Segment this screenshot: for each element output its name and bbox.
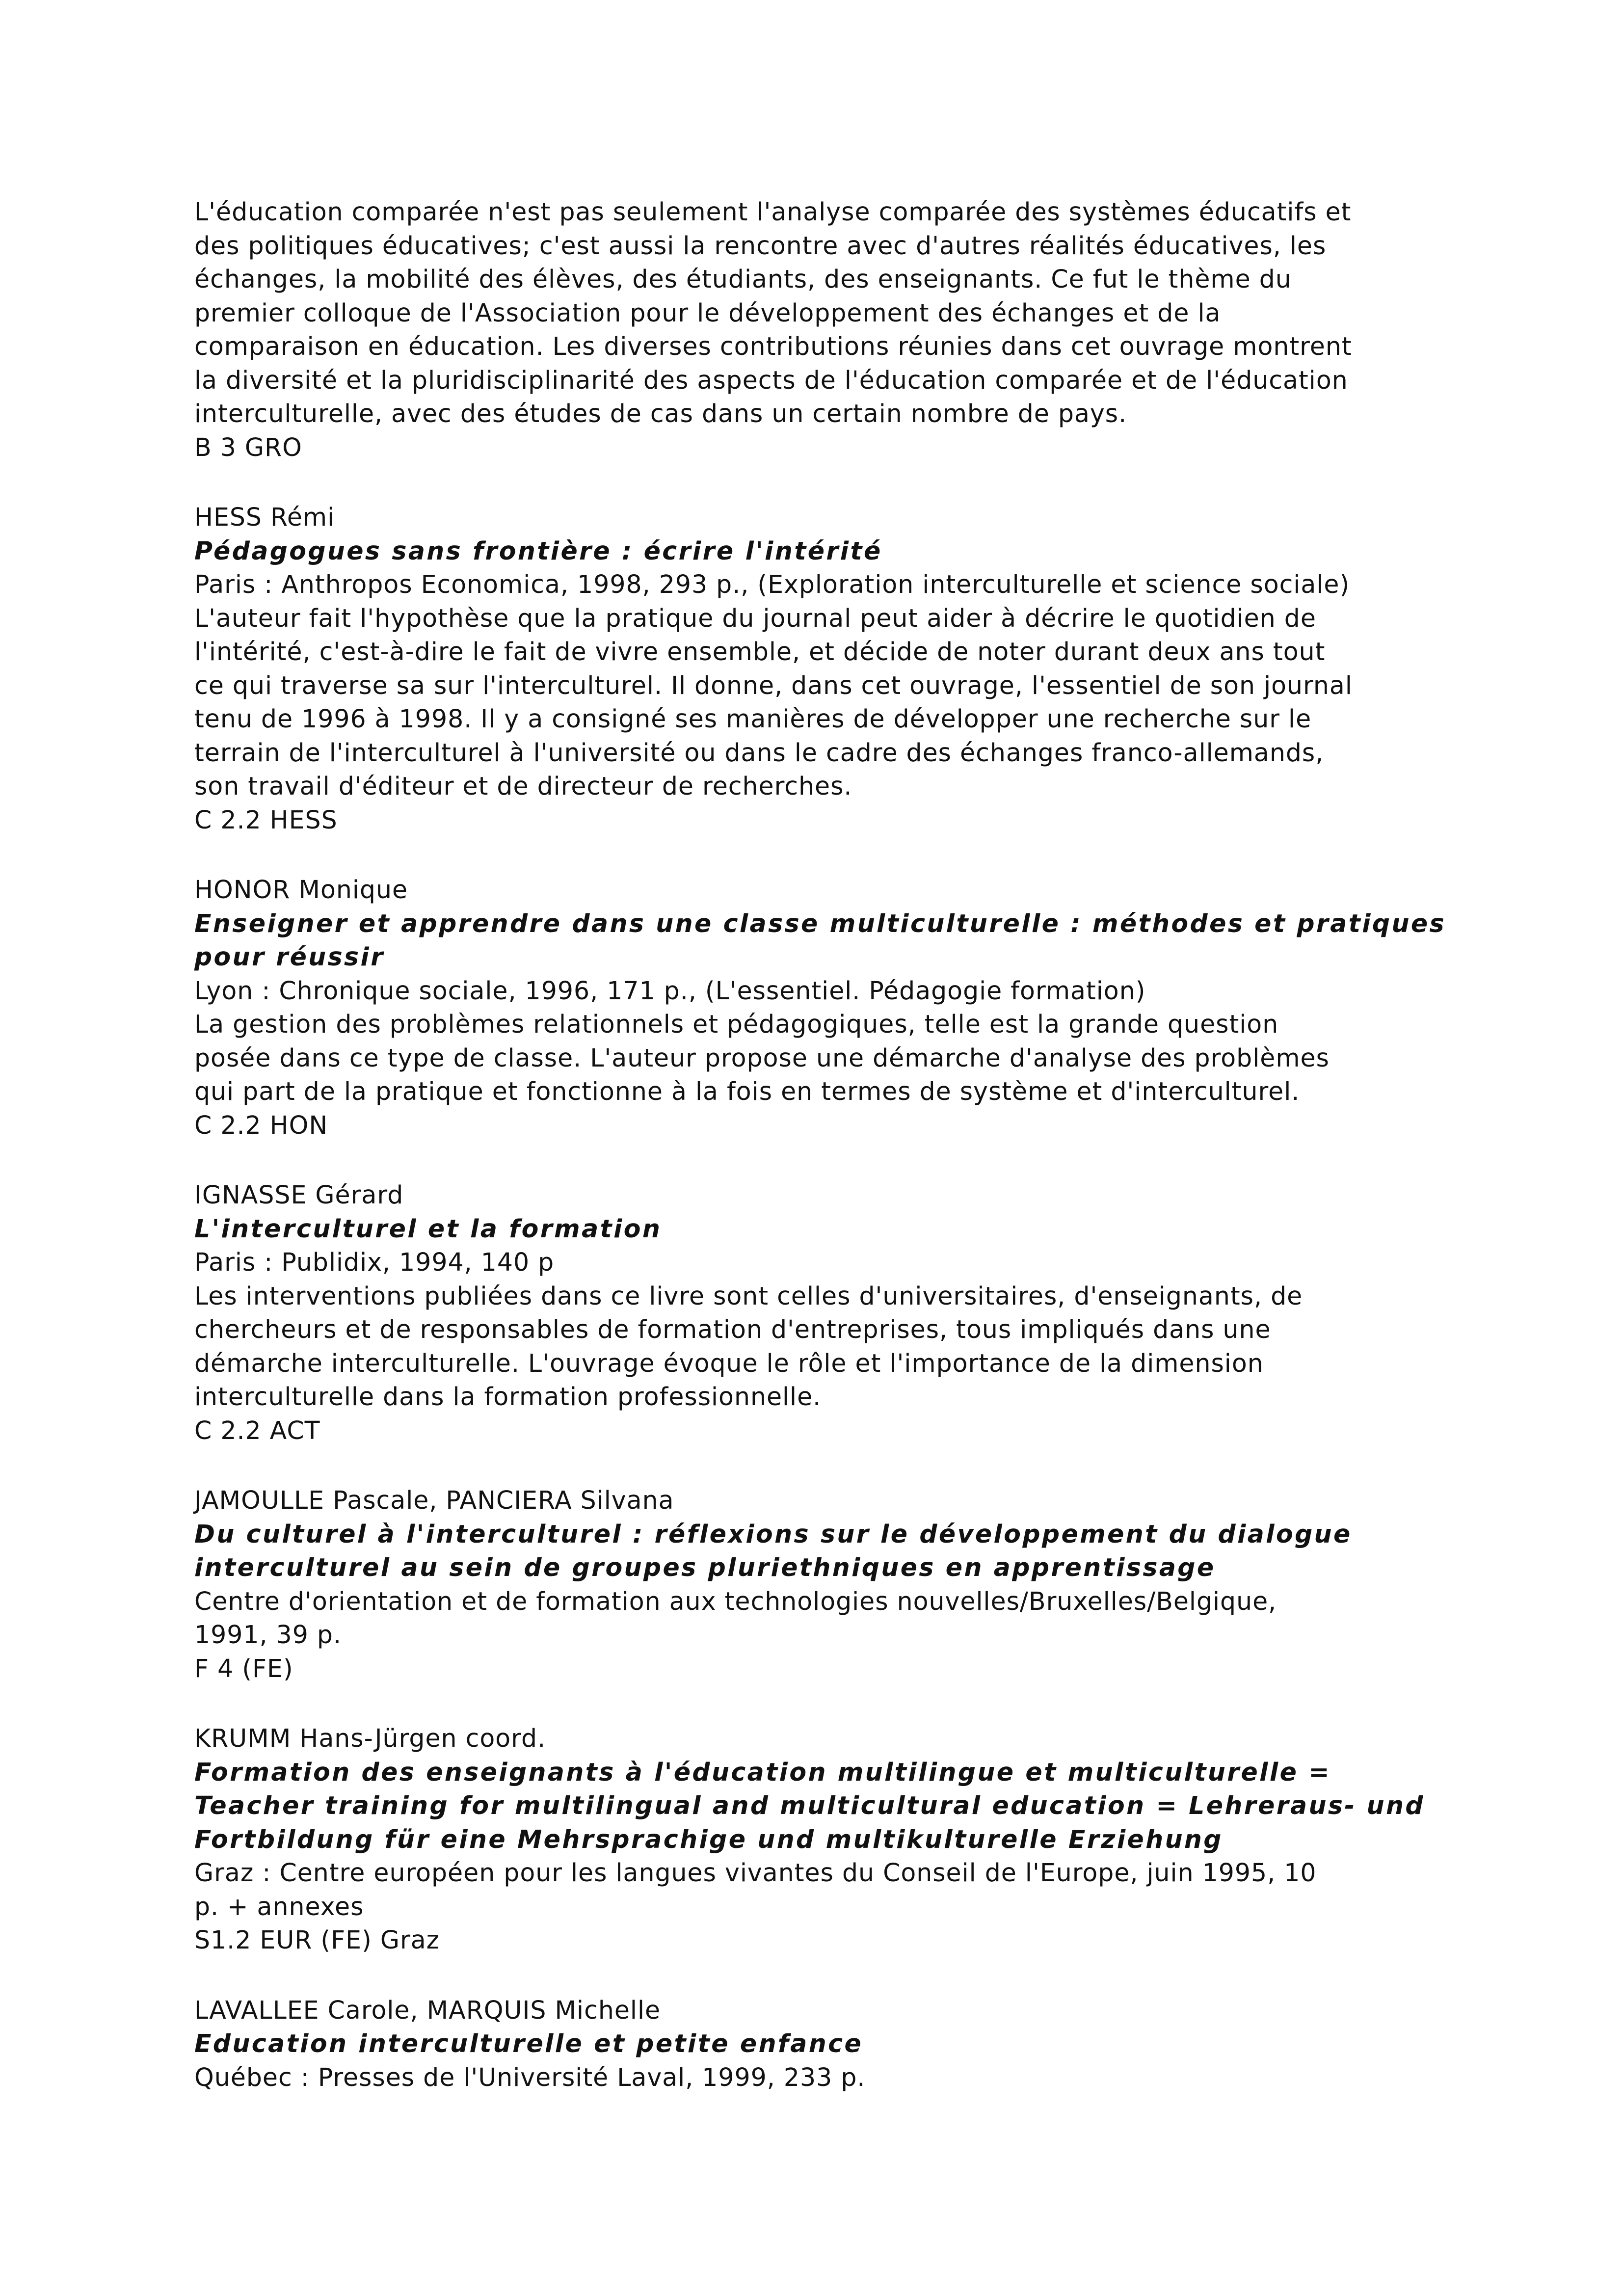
book-title-line: Du culturel à l'interculturel : réflexions sur le développement du dialogue bbox=[194, 1519, 1352, 1548]
summary-line: ce qui traverse sa sur l'interculturel. Il donne, dans cet ouvrage, l'essentiel de son journal bbox=[194, 670, 1353, 700]
summary-line: L'auteur fait l'hypothèse que la pratique du journal peut aider à décrire le quotidien de bbox=[194, 603, 1316, 633]
publication-info-line: Graz : Centre européen pour les langues vivantes du Conseil de l'Europe, juin 1995, 10 bbox=[194, 1858, 1317, 1887]
summary-line: L'éducation comparée n'est pas seulement l'analyse comparée des systèmes éducatifs et bbox=[194, 197, 1352, 226]
publication-info-line: Paris : Publidix, 1994, 140 p bbox=[194, 1248, 555, 1277]
book-title-line: Pédagogues sans frontière : écrire l'intérité bbox=[194, 536, 882, 565]
bibliography-entry bbox=[194, 1722, 1451, 1957]
book-title-line: Enseigner et apprendre dans une classe multiculturelle : méthodes et pratiques bbox=[194, 908, 1446, 938]
author: HONOR Monique bbox=[194, 875, 408, 904]
bibliography-entry bbox=[194, 501, 1451, 837]
author: HESS Rémi bbox=[194, 503, 335, 532]
book-title-line: interculturel au sein de groupes pluriethniques en apprentissage bbox=[194, 1553, 1216, 1582]
summary-line: posée dans ce type de classe. L'auteur propose une démarche d'analyse des problèmes bbox=[194, 1043, 1330, 1072]
summary-line: démarche interculturelle. L'ouvrage évoque le rôle et l'importance de la dimension bbox=[194, 1348, 1264, 1378]
summary-line: Les interventions publiées dans ce livre sont celles d'universitaires, d'enseignants, de bbox=[194, 1281, 1303, 1310]
bibliography-entry bbox=[194, 1178, 1451, 1447]
call-number: C 2.2 ACT bbox=[194, 1415, 320, 1445]
book-title-line: Teacher training for multilingual and multicultural education = Lehreraus- und bbox=[194, 1791, 1425, 1820]
bibliography-list bbox=[194, 501, 1451, 2094]
call-number: C 2.2 HESS bbox=[194, 805, 338, 834]
author: IGNASSE Gérard bbox=[194, 1180, 404, 1209]
author: LAVALLEE Carole, MARQUIS Michelle bbox=[194, 1995, 661, 2025]
summary-line: tenu de 1996 à 1998. Il y a consigné ses manières de développer une recherche sur le bbox=[194, 704, 1312, 733]
publication-info-line: Lyon : Chronique sociale, 1996, 171 p., (L'essentiel. Pédagogie formation) bbox=[194, 976, 1146, 1005]
bibliography-entry bbox=[194, 873, 1451, 1142]
summary-line: interculturelle, avec des études de cas dans un certain nombre de pays. bbox=[194, 399, 1127, 428]
book-title-line: L'interculturel et la formation bbox=[194, 1214, 662, 1243]
summary-line: La gestion des problèmes relationnels et pédagogiques, telle est la grande question bbox=[194, 1010, 1279, 1039]
call-number: F 4 (FE) bbox=[194, 1654, 293, 1683]
publication-info-line: Paris : Anthropos Economica, 1998, 293 p., (Exploration interculturelle et science sociale) bbox=[194, 570, 1350, 599]
publication-info-line: 1991, 39 p. bbox=[194, 1620, 342, 1649]
summary-line: comparaison en éducation. Les diverses contributions réunies dans cet ouvrage montrent bbox=[194, 332, 1352, 361]
publication-info-line: Québec : Presses de l'Université Laval, 1999, 233 p. bbox=[194, 2062, 866, 2092]
author: JAMOULLE Pascale, PANCIERA Silvana bbox=[194, 1486, 674, 1515]
book-title-line: pour réussir bbox=[194, 942, 385, 971]
call-number: S1.2 EUR (FE) Graz bbox=[194, 1925, 440, 1954]
summary-line: des politiques éducatives; c'est aussi la rencontre avec d'autres réalités éducatives, les bbox=[194, 231, 1327, 260]
book-title-line: Formation des enseignants à l'éducation multilingue et multiculturelle = bbox=[194, 1757, 1331, 1787]
summary-line: son travail d'éditeur et de directeur de recherches. bbox=[194, 772, 852, 801]
summary-line: interculturelle dans la formation professionnelle. bbox=[194, 1382, 822, 1411]
summary-line: qui part de la pratique et fonctionne à la fois en termes de système et d'interculturel. bbox=[194, 1077, 1300, 1106]
call-number: C 2.2 HON bbox=[194, 1110, 328, 1140]
intro-summary bbox=[194, 195, 1451, 464]
summary-line: l'intérité, c'est-à-dire le fait de vivre ensemble, et décide de noter durant deux ans tout bbox=[194, 637, 1326, 666]
summary-line: terrain de l'interculturel à l'université ou dans le cadre des échanges franco-allemands, bbox=[194, 738, 1324, 767]
call-number: B 3 GRO bbox=[194, 432, 302, 462]
book-title-line: Education interculturelle et petite enfance bbox=[194, 2029, 863, 2058]
bibliography-entry bbox=[194, 1994, 1451, 2095]
book-title-line: Fortbildung für eine Mehrsprachige und multikulturelle Erziehung bbox=[194, 1824, 1223, 1854]
summary-line: premier colloque de l'Association pour le développement des échanges et de la bbox=[194, 298, 1221, 327]
bibliography-entry bbox=[194, 1484, 1451, 1685]
summary-line: la diversité et la pluridisciplinarité des aspects de l'éducation comparée et de l'éducation bbox=[194, 365, 1348, 395]
document-page bbox=[194, 195, 1451, 2094]
summary-line: chercheurs et de responsables de formation d'entreprises, tous impliqués dans une bbox=[194, 1315, 1271, 1344]
publication-info-line: p. + annexes bbox=[194, 1892, 364, 1921]
author: KRUMM Hans-Jürgen coord. bbox=[194, 1724, 546, 1753]
summary-line: échanges, la mobilité des élèves, des étudiants, des enseignants. Ce fut le thème du bbox=[194, 265, 1292, 294]
publication-info-line: Centre d'orientation et de formation aux technologies nouvelles/Bruxelles/Belgique, bbox=[194, 1586, 1277, 1616]
